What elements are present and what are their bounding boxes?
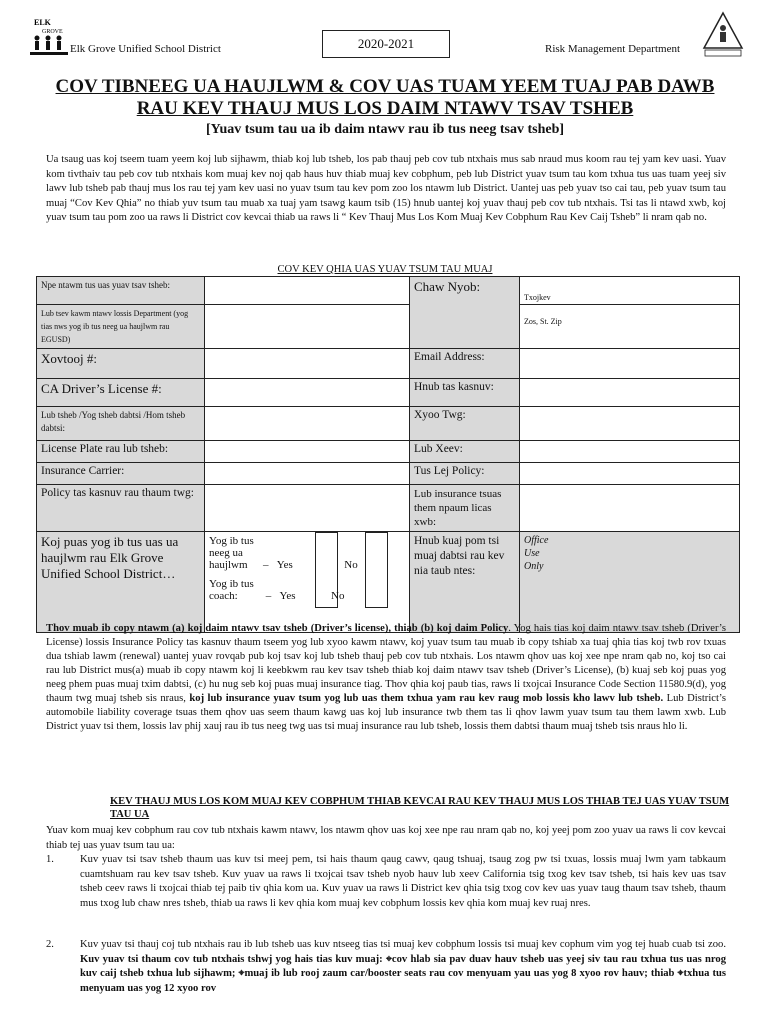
- state-field[interactable]: [520, 441, 740, 463]
- list-item-number: 2.: [46, 939, 54, 950]
- insurance-carrier-field[interactable]: [205, 463, 410, 485]
- body-bold-lead: Thov muab ib copy ntawm (a) koj daim ntawv tsav tsheb (Driver’s license), thiab (b) koj daim Policy: [46, 623, 509, 634]
- school-dept-label: Lub tsev kawm ntawv lossis Department (yog tias nws yog ib tus neeg ua haujlwm rau EGUSD): [37, 305, 205, 349]
- driver-info-form: [36, 276, 740, 633]
- street-label: Txojkev: [524, 293, 551, 302]
- city-zip-field[interactable]: [520, 305, 740, 349]
- coach-dash: –: [265, 590, 272, 602]
- employee-yes-text: Yes: [276, 558, 293, 571]
- email-label: Email Address:: [410, 349, 520, 379]
- vehicle-year-label: Xyoo Twg:: [410, 407, 520, 441]
- license-label: CA Driver’s License #:: [37, 379, 205, 407]
- district-name: Elk Grove Unified School District: [70, 43, 221, 55]
- policy-limits-label: Lub insurance tsuas them npaum licas xwb:: [410, 485, 520, 532]
- list-item-text: Kuv yuav tsi tsav tsheb thaum uas kuv tsi meej pem, tsi hais thaum qaug cawv, qaug tshuaj, tsaug zog pw tsi txuas, lossis muaj lwm yam tabkaum cuamtshuam rau kev tsav tsheb. Kuv yuav ua raws li txojcai tsav tsheb nyob hauv lub xeev California tsig txog kev tsav tsheb, tsi hais kev uas tsav tsheb ceev raws li txojcai thiab tej paib tiv qhia kom ua. Kuv yuav ua raws li District kev qhia tsig txog cov kev uas yuav taug thaum tsav tsheb, thaum mus txog lub chaw nres tsheb, thiab ua raws li kev qhia kom muaj kev cobphum lossis kev qhia kom muaj kev ruaj nres.: [80, 854, 726, 909]
- coach-yes-text: Yes: [279, 590, 296, 602]
- insurance-carrier-label: Insurance Carrier:: [37, 463, 205, 485]
- intro-paragraph: Ua tsaug uas koj tseem tuam yeem koj lub sijhawm, thiab koj lub tsheb, los pab thauj peb cov tub ntxhais mus sab nraud mus koom rau tej yam kev uasi. Yuav kom tivthaiv tau peb cov tub ntxhais kom muaj kev noj qab haus huv thiab muaj kev cobphum, peb lub District yuav tsum tau kom txhua tus uas tuam yeej siv lawv lub tsheb pab thauj mus los rau tej yam kev uasi no yuav tsum tau kev pom zoo los ntawm lub District. Uantej uas peb yuav tso cai tau, peb yuav tsum tau muaj “Cov Kev Qhia” no thiab yuv tsum tau muab xa tuaj yam tsawg kaum tsib (15) hnub uantej koj yuav thauj peb cov tub ntxhais. Tsi tas li ntawd xwb, koj yuav tsum tau pom zoo ua raws li District cov kevcai thiab ua raws li “ Kev Thauj Mus Los Kom Muaj Kev Cobphum Rau Kev Caij Tsheb” li nram qab no.: [46, 154, 726, 223]
- employee-dash: –: [263, 558, 269, 571]
- intro-paragraph-2: Yuav kom muaj kev cobphum rau cov tub ntxhais kawm ntawv, los ntawm qhov uas koj xee npe rau nram qab no, koj yeej pom zoo yuav ua raws li cov kevcai thiab tej uas yuav tsum tau ua:: [46, 825, 726, 851]
- license-expire-field[interactable]: [520, 379, 740, 407]
- school-year-box: 2020-2021: [322, 30, 450, 58]
- policy-number-label: Tus Lej Policy:: [410, 463, 520, 485]
- policy-number-field[interactable]: [520, 463, 740, 485]
- email-field[interactable]: [520, 349, 740, 379]
- section-heading-2: KEV THAUJ MUS LOS KOM MUAJ KEV COBPHUM THIAB KEVCAI RAU KEV THAUJ MUS LOS THIAB TEJ UAS YUAV TSUM TAU UA: [110, 796, 730, 820]
- coach-sub-label: Yog ib tus coach:: [209, 578, 254, 602]
- driver-name-field[interactable]: [205, 277, 410, 305]
- district-logo: [28, 14, 70, 58]
- employee-answers: [205, 532, 410, 633]
- employee-no-text: No: [344, 558, 358, 571]
- form-heading: COV KEV QHIA UAS YUAV TSUM TAU MUAJ: [277, 264, 493, 275]
- body-text: . Yog hais tias koj daim ntawv tsav tsheb (Driver’s License) lossis Insurance Policy tas kasnuv thaum tseem yog lub xyoo kawm ntawv, koj yuav tsum tau muab ib copy tshiab xa tuaj qhia tias koj twb rov txuas dua tshiab lawm (renewal) uantej yuav rovqab pub koj tsav koj lub tsheb thauj peb cov tub ntxhais. Los ntawm qhov uas koj xee npe nram qab no, koj tso cai rau lub District mus(a) muab ib copy ntawm koj li keebkwm rau kev tsav tsheb thiab koj daim ntawv tsav tsheb (Driver’s License), (b) kuaj seb koj puas yog neeg phem puas muaj txim dabtsi, (c) hu nug seb koj puas muaj insurance tiag. Thov qhia koj paub tias, raws li txojcai Insurance Code Section 11580.9(d), yog thaum twg muaj tsheb sis nraus,: [46, 623, 726, 704]
- state-label: Lub Xeev:: [410, 441, 520, 463]
- title-line-1: COV TIBNEEG UA HAUJLWM & COV UAS TUAM YEEM TUAJ PAB DAWB: [55, 76, 715, 97]
- rules-list: [46, 853, 726, 994]
- school-dept-field[interactable]: [205, 305, 410, 349]
- svg-text:GROVE: GROVE: [42, 29, 63, 35]
- body-text-end: Lub District’s automobile liability coverage tsuas them qhov uas seem thaum kawg uas koj lub insurance twb them tas li qhov lawm yuav tsum tau them lawm xwb. Lub District yuav tsi them, lossis lav phij xauj rau ib tus neeg twg uas tsi muaj insurance rau lub tsheb, lossis them dabtsi thaum muaj tsheb tsis nraus hlo li.: [46, 693, 726, 732]
- title-line-2: RAU KEV THAUJ MUS LOS DAIM NTAWV TSAV TSHEB: [136, 98, 634, 119]
- office-use-label: Office Use Only: [524, 535, 549, 572]
- svg-text:ELK: ELK: [34, 18, 51, 27]
- vehicle-year-field[interactable]: [520, 407, 740, 441]
- license-field[interactable]: [205, 379, 410, 407]
- body-bold-insurance: koj lub insurance yuav tsum yog lub uas them txhua yam rau kev raug mob lossis kho lawv lub tsheb.: [189, 693, 664, 704]
- subtitle: [Yuav tsum tau ua ib daim ntawv rau ib tus neeg tsav tsheb]: [205, 122, 565, 137]
- driver-name-label: Npe ntawm tus uas yuav tsav tsheb:: [37, 277, 205, 305]
- employee-question-label: Koj puas yog ib tus uas ua haujlwm rau Elk Grove Unified School District…: [37, 532, 205, 633]
- list-item: [46, 853, 726, 935]
- policy-limits-field[interactable]: [520, 485, 740, 532]
- safety-logo: [701, 10, 745, 58]
- vehicle-model-label: Lub tsheb /Yog tsheb dabtsi /Hom tsheb dabtsi:: [37, 407, 205, 441]
- street-field[interactable]: [520, 277, 740, 305]
- check-date-label: Hnub kuaj pom tsi muaj dabtsi rau kev nia taub ntes:: [410, 532, 520, 633]
- department-name: Risk Management Department: [545, 43, 681, 55]
- list-item-number: 1.: [46, 854, 54, 865]
- policy-expire-field[interactable]: [205, 485, 410, 532]
- list-item-text-plain: Kuv yuav tsi thauj coj tub ntxhais rau ib lub tsheb uas kuv ntseeg tias tsi muaj kev cobphum lossis tsi muaj kev cophum vim yog tej huab cuab tsi zoo.: [80, 939, 726, 950]
- employee-sub-label: Yog ib tus neeg ua haujlwm: [209, 534, 254, 571]
- license-expire-label: Hnub tas kasnuv:: [410, 379, 520, 407]
- list-item-text-bold: Kuv yuav tsi thaum cov tub ntxhais tshwj yog hais tias kuv muaj: ⌖cov hlab sia pav duav hauv tsheb uas yeej siv tau rau txhua tus uas nrog kuv caij tsheb txhua lub sijhawm; ⌖muaj ib lub rooj zaum car/booster seats rau cov menyuam yau uas yog 8 xyoo rov hauv; thiab ⌖txhua tus menyuam uas yog 12 xyoo rov: [80, 953, 726, 994]
- city-zip-label: Zos, St. Zip: [524, 317, 562, 326]
- office-use-area: [520, 532, 740, 633]
- plate-field[interactable]: [205, 441, 410, 463]
- phone-field[interactable]: [205, 349, 410, 379]
- coach-no-text: No: [331, 590, 345, 602]
- vehicle-model-field[interactable]: [205, 407, 410, 441]
- list-item-text: [80, 938, 726, 996]
- phone-label: Xovtooj #:: [37, 349, 205, 379]
- policy-expire-label: Policy tas kasnuv rau thaum twg:: [37, 485, 205, 532]
- plate-label: License Plate rau lub tsheb:: [37, 441, 205, 463]
- body-paragraph: [46, 622, 726, 734]
- address-label: Chaw Nyob:: [410, 277, 520, 349]
